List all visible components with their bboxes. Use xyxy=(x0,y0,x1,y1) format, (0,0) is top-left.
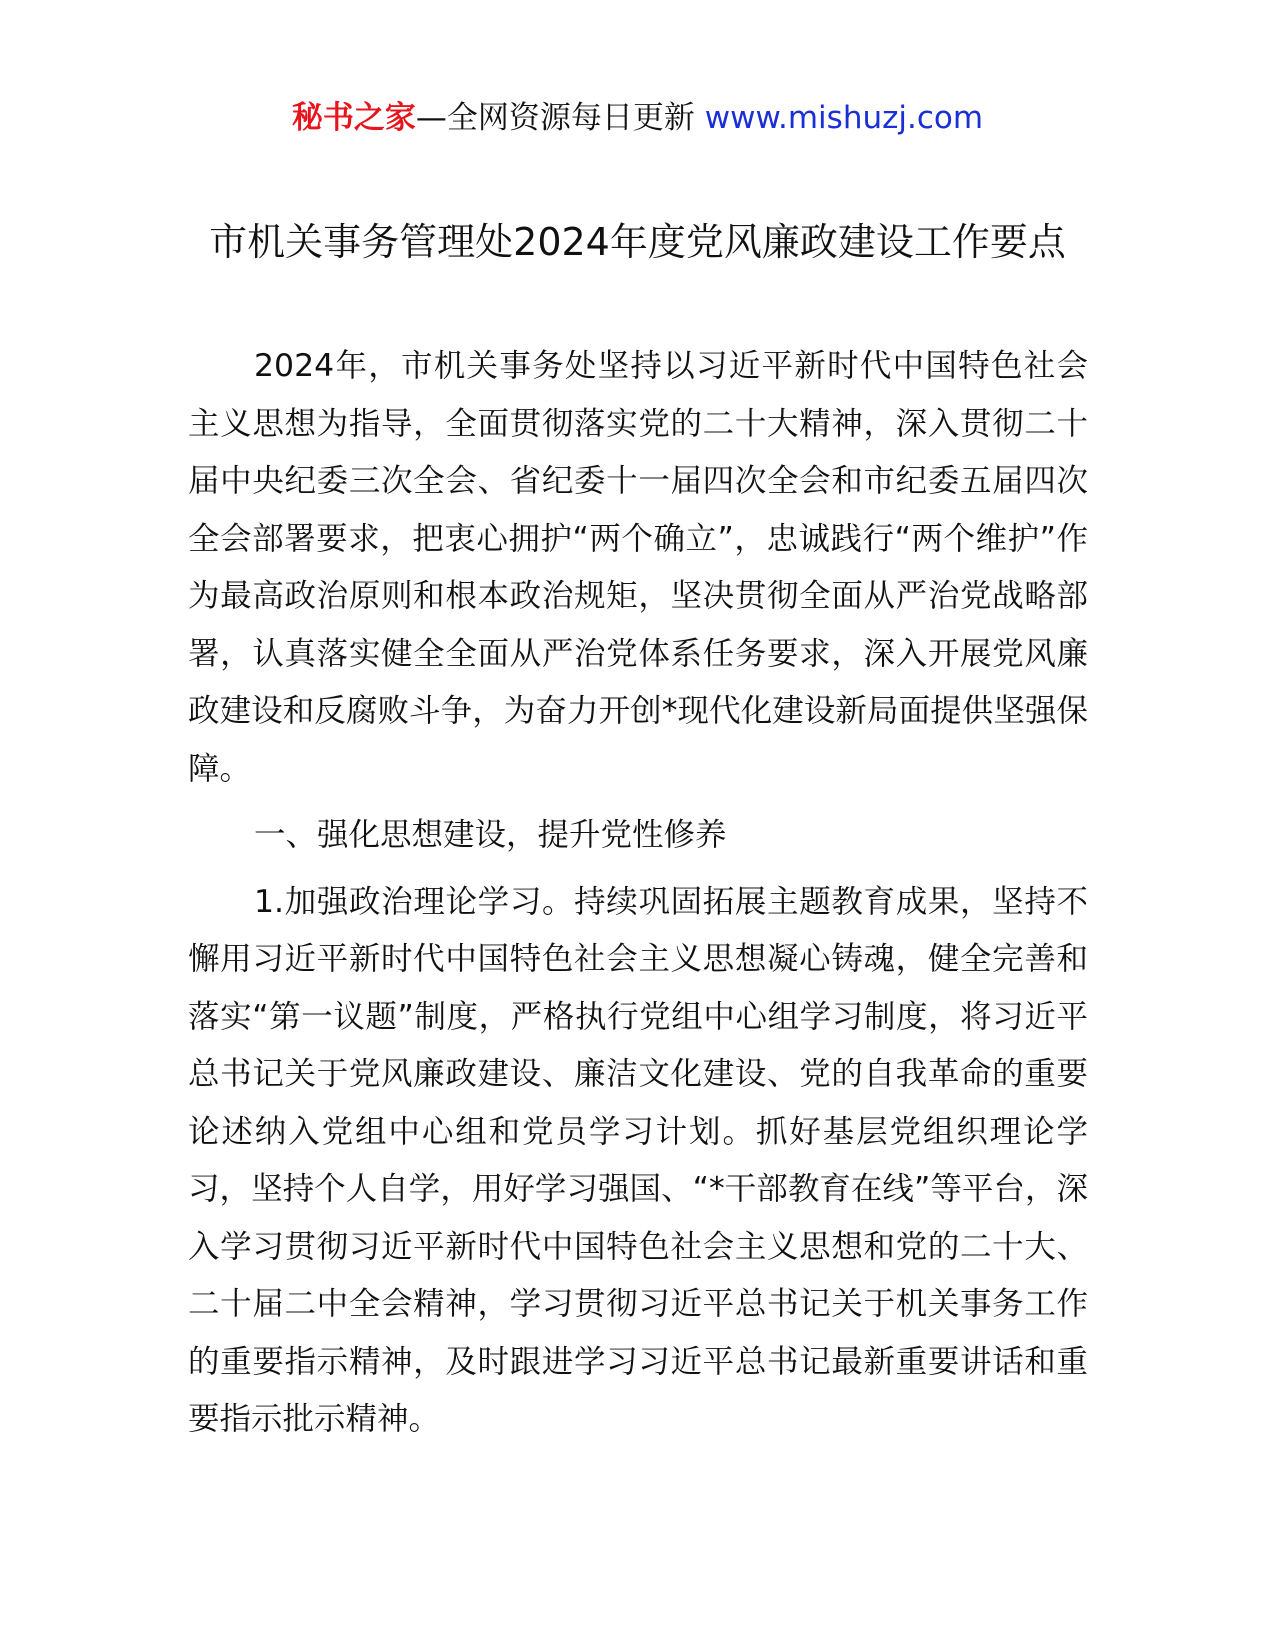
section-heading: 一、强化思想建设，提升党性修养 xyxy=(254,817,727,853)
site-tagline: —全网资源每日更新 xyxy=(415,100,695,136)
intro-paragraph: 2024年，市机关事务处坚持以习近平新时代中国特色社会主义思想为指导，全面贯彻落实党的二十大精神，深入贯彻二十届中央纪委三次全会、省纪委十一届四次全会和市纪委五届四次全会部署要求，把衷心拥护“两个确立”，忠诚践行“两个维护”作为最高政治原则和根本政治规矩，坚决贯彻全面从严治党战略部署，认真落实健全全面从严治党体系任务要求，深入开展党风廉政建设和反腐败斗争，为奋力开创*现代化建设新局面提供坚强保障。 xyxy=(188,348,1088,787)
document-body xyxy=(188,338,1088,1449)
document-title: 市机关事务管理处2024年度党风廉政建设工作要点 xyxy=(209,220,1066,264)
site-brand: 秘书之家 xyxy=(291,100,416,136)
item-paragraph: 1.加强政治理论学习。持续巩固拓展主题教育成果，坚持不懈用习近平新时代中国特色社会主义思想凝心铸魂，健全完善和落实“第一议题”制度，严格执行党组中心组学习制度，将习近平总书记关于党风廉政建设、廉洁文化建设、党的自我革命的重要论述纳入党组中心组和党员学习计划。抓好基层党组织理论学习，坚持个人自学，用好学习强国、“*干部教育在线”等平台，深入学习贯彻习近平新时代中国特色社会主义思想和党的二十大、二十届二中全会精神，学习贯彻习近平总书记关于机关事务工作的重要指示精神，及时跟进学习习近平总书记最新重要讲话和重要指示批示精神。 xyxy=(188,883,1088,1437)
site-url-link[interactable]: www.mishuzj.com xyxy=(704,100,984,136)
site-header xyxy=(0,98,1275,138)
